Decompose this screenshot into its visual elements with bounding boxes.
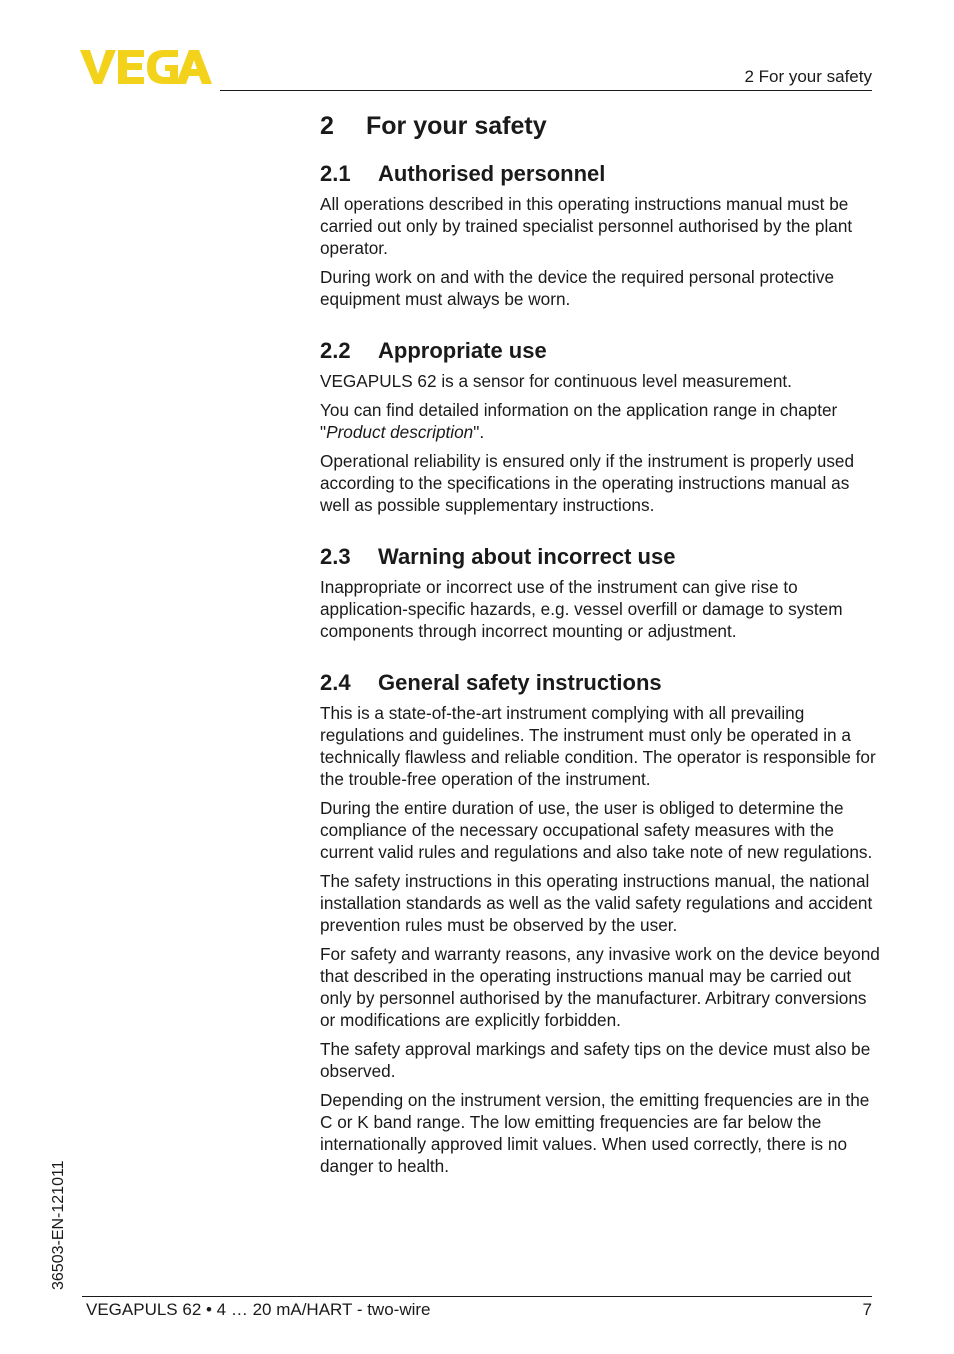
section-number: 2.3 <box>320 544 351 569</box>
section-general-safety <box>320 670 880 1177</box>
paragraph: The safety instructions in this operating instructions manual, the national installation standards as well as the valid safety regulations and accident prevention rules must be observed by the user. <box>320 871 873 935</box>
paragraph: This is a state-of-the-art instrument complying with all prevailing regulations and guidelines. The instrument must only be operated in a technically flawless and reliable condition. The operator is responsible for the trouble-free operation of the instrument. <box>320 703 876 789</box>
chapter-title: For your safety <box>366 112 547 140</box>
chapter-heading <box>320 112 880 141</box>
section-heading <box>320 670 880 696</box>
section-number: 2.4 <box>320 670 351 695</box>
section-title: Warning about incorrect use <box>378 544 676 569</box>
paragraph: Inappropriate or incorrect use of the instrument can give rise to application-specific hazards, e.g. vessel overfill or damage to system components through incorrect mounting or adjustment. <box>320 577 843 641</box>
section-title: General safety instructions <box>378 670 662 695</box>
text: You can find detailed information on the application range in chapter " <box>320 400 838 442</box>
paragraph: The safety approval markings and safety tips on the device must also be observed. <box>320 1039 871 1081</box>
section-warning-incorrect-use <box>320 544 880 642</box>
chapter-number: 2 <box>320 112 334 140</box>
main-content <box>320 112 880 1205</box>
section-number: 2.1 <box>320 161 351 186</box>
paragraph: For safety and warranty reasons, any invasive work on the device beyond that described in the operating instructions manual may be carried out only by personnel authorised by the manufacturer. Arbitrary conversions or modifications are explicitly forbidden. <box>320 944 880 1030</box>
chapter-reference: Product description <box>326 422 474 442</box>
section-title: Authorised personnel <box>378 161 606 186</box>
section-heading <box>320 338 880 364</box>
text: ". <box>473 422 485 442</box>
section-heading <box>320 161 880 187</box>
section-number: 2.2 <box>320 338 351 363</box>
section-appropriate-use <box>320 338 880 516</box>
section-authorised-personnel <box>320 161 880 310</box>
document-code: 36503-EN-121011 <box>50 1160 67 1290</box>
vega-logo <box>80 50 212 84</box>
paragraph: VEGAPULS 62 is a sensor for continuous level measurement. <box>320 371 792 391</box>
paragraph: During work on and with the device the required personal protective equipment must always be worn. <box>320 267 835 309</box>
footer-rule <box>82 1296 872 1297</box>
section-heading <box>320 544 880 570</box>
paragraph: Depending on the instrument version, the emitting frequencies are in the C or K band range. The low emitting frequencies are far below the internationally approved limit values. When used correctly, there is no danger to health. <box>320 1090 870 1176</box>
paragraph: During the entire duration of use, the user is obliged to determine the compliance of the necessary occupational safety measures with the current valid rules and regulations and also take note of new regulations. <box>320 798 873 862</box>
paragraph-with-reference <box>320 399 880 443</box>
running-header: 2 For your safety <box>744 67 872 86</box>
paragraph: All operations described in this operating instructions manual must be carried out only by trained specialist personnel authorised by the plant operator. <box>320 194 853 258</box>
page-number: 7 <box>862 1300 872 1319</box>
section-title: Appropriate use <box>378 338 547 363</box>
header-rule <box>220 90 872 91</box>
paragraph: Operational reliability is ensured only if the instrument is properly used according to the specifications in the operating instructions manual as well as possible supplementary instructions. <box>320 451 855 515</box>
footer-product: VEGAPULS 62 • 4 … 20 mA/HART - two-wire <box>86 1300 431 1319</box>
